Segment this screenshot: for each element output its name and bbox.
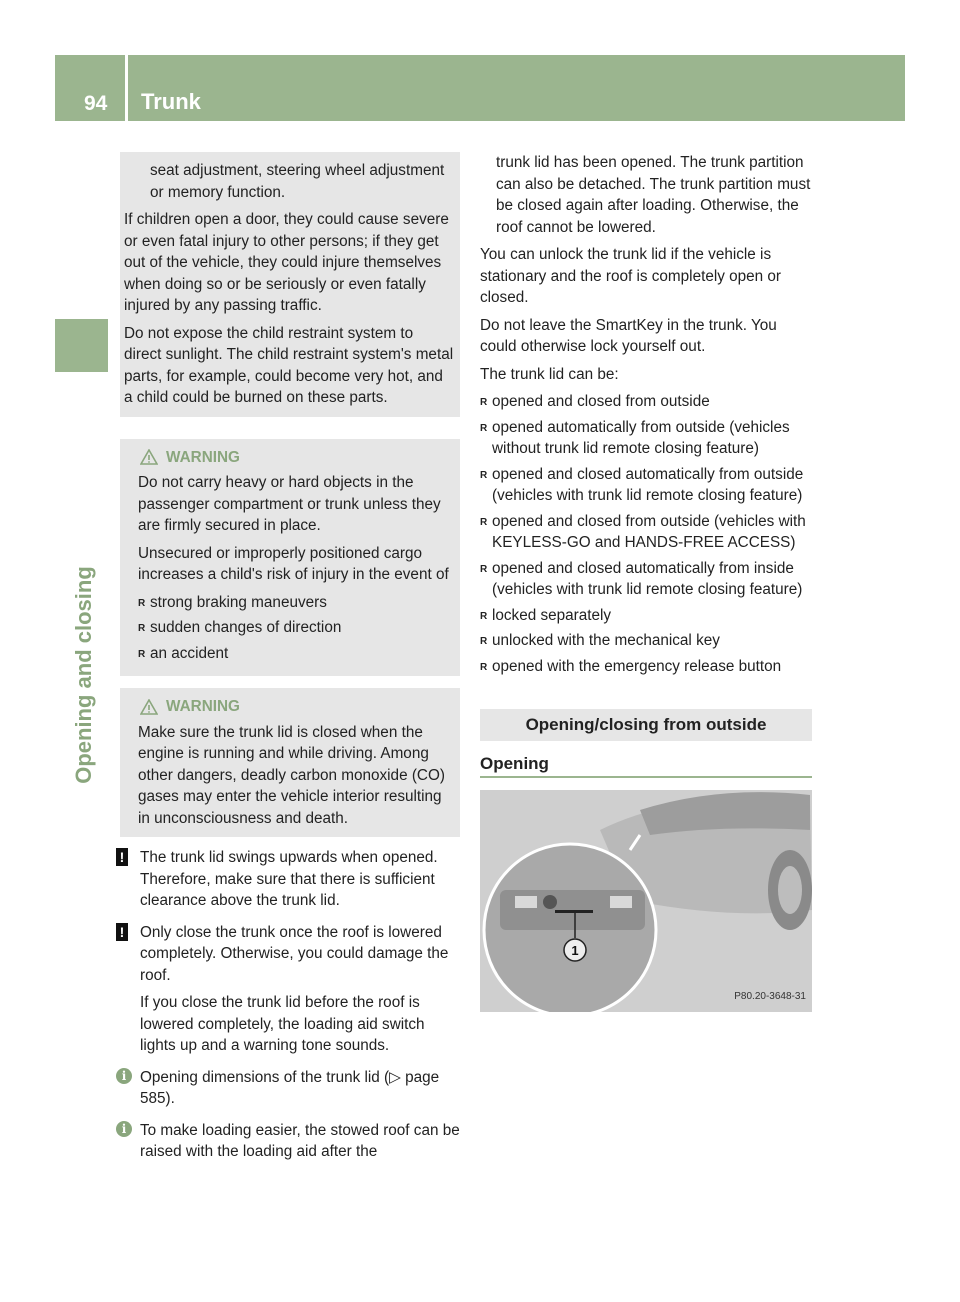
note-text: If you close the trunk lid before the roof is lowered completely, the loading aid switch lights up and a warning tone sounds. (140, 994, 425, 1054)
info-icon: i (116, 1121, 132, 1137)
warning-bullet-list (138, 592, 454, 665)
callout-number: 1 (571, 943, 579, 958)
warning-label: WARNING (166, 448, 240, 466)
note-text: The trunk lid swings upwards when opened. Therefore, make sure that there is sufficient clearance above the trunk lid. (140, 849, 438, 909)
info-text: To make loading easier, the stowed roof can be raised with the loading aid after the (140, 1121, 460, 1160)
box-text-1: seat adjustment, steering wheel adjustment or memory function. (150, 162, 445, 201)
warning-label: WARNING (166, 698, 240, 715)
warning-text-1: Do not carry heavy or hard objects in the passenger compartment or trunk unless they are firmly secured in place. (138, 474, 441, 534)
paragraph: The trunk lid can be: (480, 365, 619, 383)
warning-text-1: Make sure the trunk lid is closed when the engine is running and while driving. Among other dangers, deadly carbon monoxide (CO) gases may enter the vehicle interior resulting in unconsciousness and death. (138, 723, 445, 827)
list-item: R locked separately (480, 605, 812, 627)
note-text: Only close the trunk once the roof is lowered completely. Otherwise, you could damage the roof. (140, 923, 449, 984)
list-item: R opened with the emergency release button (480, 656, 812, 678)
list-item: R opened and closed from outside (vehicles with KEYLESS-GO and HANDS-FREE ACCESS) (480, 511, 812, 554)
list-item: R opened and closed automatically from outside (vehicles with trunk lid remote closing feature) (480, 464, 812, 507)
warning-box-co (120, 688, 460, 837)
sidebar-tab (55, 319, 108, 372)
list-item: R opened and closed automatically from inside (vehicles with trunk lid remote closing feature) (480, 558, 812, 601)
note-roof (116, 922, 460, 1057)
note-clearance (116, 847, 460, 912)
image-code: P80.20-3648-31 (734, 990, 806, 1002)
warning-text-2: Unsecured or improperly positioned cargo increases a child's risk of injury in the event of (138, 544, 449, 583)
warning-heading (138, 696, 454, 718)
box-text-2: If children open a door, they could cause severe or even fatal injury to other persons; if they get out of the vehicle, they could injure themselves when doing so or be seriously or even fatally injured by any passing traffic. (124, 211, 449, 314)
child-safety-box (120, 152, 460, 417)
warning-box-cargo (120, 439, 460, 677)
sub-heading: Opening (480, 753, 812, 779)
section-heading: Opening/closing from outside (480, 709, 812, 741)
trunk-options-list (480, 391, 812, 677)
paragraph: You can unlock the trunk lid if the vehicle is stationary and the roof is completely open or closed. (480, 246, 782, 306)
list-item: R opened and closed from outside (480, 391, 812, 413)
info-text: Opening dimensions of the trunk lid (▷ page 585). (140, 1068, 440, 1107)
box-text-3: Do not expose the child restraint system to direct sunlight. The child restraint system's metal parts, for example, could become very hot, and a child could be burned on these parts. (124, 324, 454, 406)
page-title: Trunk (141, 89, 201, 114)
exclamation-icon: ! (116, 923, 128, 941)
trunk-photo (480, 790, 812, 1012)
right-column (480, 152, 812, 1012)
left-column (116, 152, 460, 1169)
header-divider (125, 55, 128, 121)
list-item: R opened automatically from outside (vehicles without trunk lid remote closing feature) (480, 417, 812, 460)
continued-text: trunk lid has been opened. The trunk partition can also be detached. The trunk partition must be closed again after loading. Otherwise, the roof cannot be lowered. (496, 154, 811, 236)
sidebar-chapter-label: Opening and closing (71, 566, 96, 784)
info-icon: i (116, 1068, 132, 1084)
list-item: R sudden changes of direction (138, 617, 454, 639)
warning-triangle-icon (140, 449, 158, 465)
page-number: 94 (84, 92, 108, 115)
trunk-illustration (480, 790, 812, 1012)
warning-triangle-icon (140, 699, 158, 715)
list-item: R unlocked with the mechanical key (480, 630, 812, 652)
info-loading-aid (116, 1120, 460, 1163)
exclamation-icon: ! (116, 848, 128, 866)
paragraph: Do not leave the SmartKey in the trunk. You could otherwise lock yourself out. (480, 316, 777, 355)
list-item: R an accident (138, 643, 454, 665)
list-item: R strong braking maneuvers (138, 592, 454, 614)
info-dimensions (116, 1067, 460, 1110)
warning-heading (138, 447, 454, 469)
